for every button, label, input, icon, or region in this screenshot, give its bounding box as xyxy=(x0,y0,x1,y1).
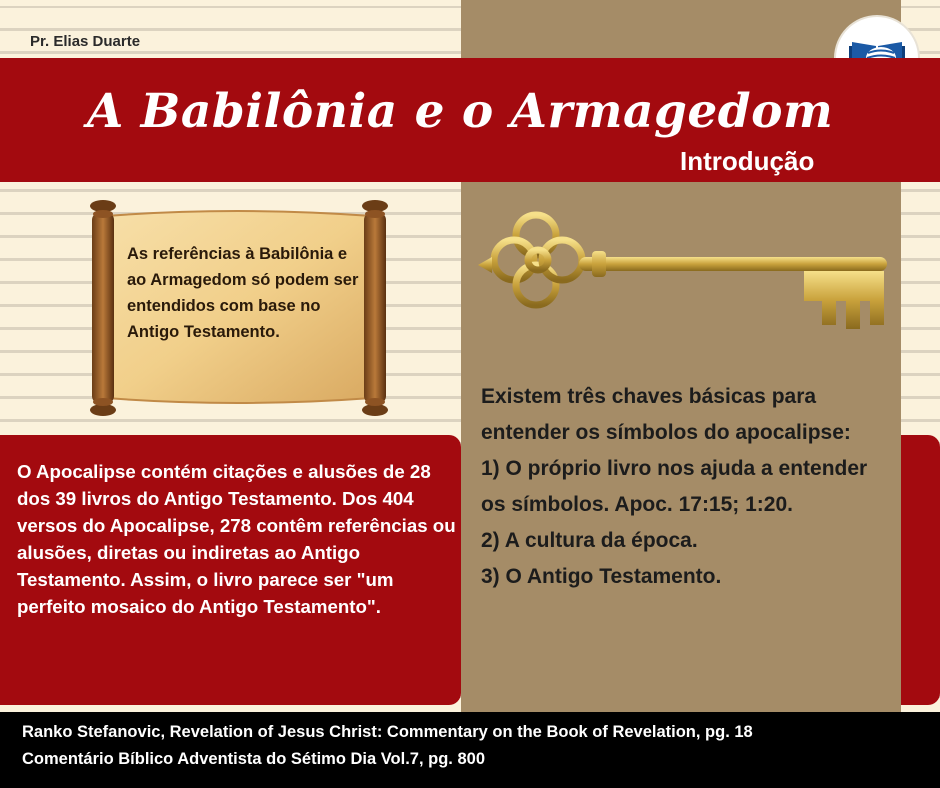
footer-reference-2: Comentário Bíblico Adventista do Sétimo Dia Vol.7, pg. 800 xyxy=(22,750,485,768)
apocalypse-citations-text: O Apocalipse contém citações e alusões de 28 dos 39 livros do Antigo Testamento. Dos 404 versos do Apocalipse, 278 contêm referências ou alusões, diretas ou indiretas ao Antigo Testamento. Assim, o livro parece ser "um perfeito mosaico do Antigo Testamento". xyxy=(17,461,456,617)
page-title: A Babilônia e o Armagedom xyxy=(86,84,834,139)
author-name: Pr. Elias Duarte xyxy=(30,33,141,50)
scroll-text: As referências à Babilônia e ao Armagedom só podem ser entendidos com base no Antigo Testamento. xyxy=(127,245,359,341)
key-item-3: 3) O Antigo Testamento. xyxy=(481,565,722,588)
key-item-1: 1) O próprio livro nos ajuda a entender os símbolos. Apoc. 17:15; 1:20. xyxy=(481,457,868,516)
keys-intro: Existem três chaves básicas para entender os símbolos do apocalipse: xyxy=(481,385,851,444)
page-subtitle: Introdução xyxy=(680,146,815,176)
golden-key-icon xyxy=(474,205,894,335)
right-red-panel-edge xyxy=(901,435,940,705)
three-keys-text xyxy=(481,379,891,595)
key-item-2: 2) A cultura da época. xyxy=(481,529,698,552)
footer-reference-1: Ranko Stefanovic, Revelation of Jesus Christ: Commentary on the Book of Revelation, pg. 18 xyxy=(22,723,753,741)
